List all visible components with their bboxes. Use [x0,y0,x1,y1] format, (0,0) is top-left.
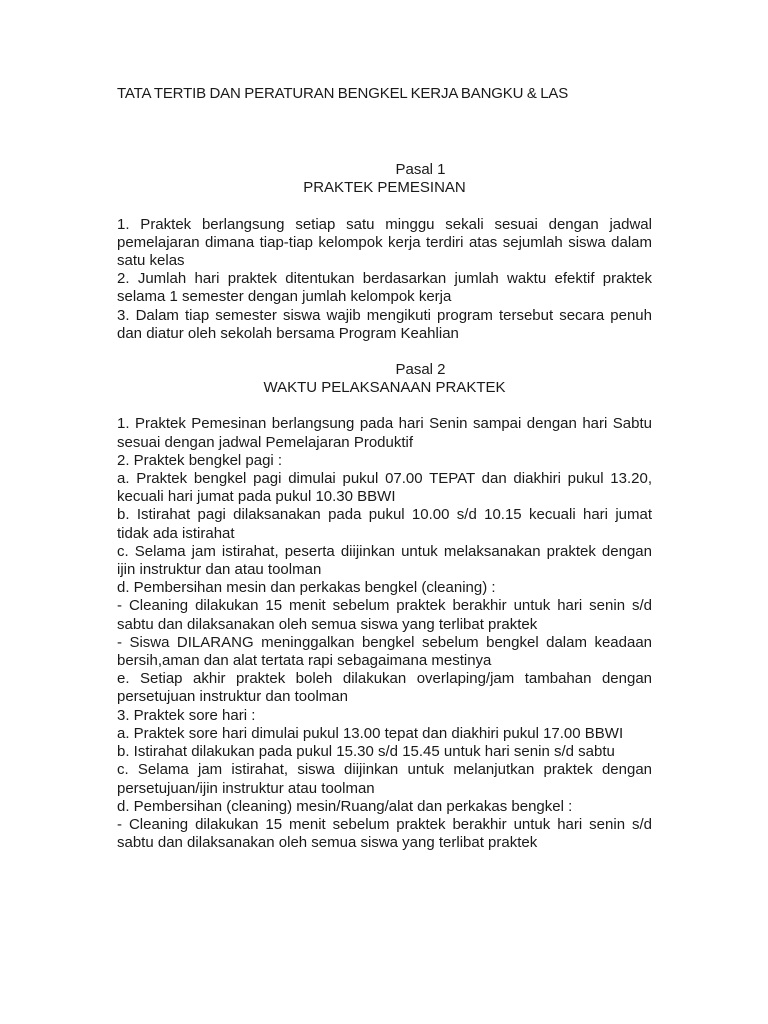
pasal-1-section [117,161,652,343]
pasal-2-paragraph: a. Praktek sore hari dimulai pukul 13.00 tepat dan diakhiri pukul 17.00 BBWI [117,724,624,742]
pasal-2-paragraph: - Cleaning dilakukan 15 menit sebelum praktek berakhir untuk hari senin s/d sabtu dan dilaksanakan oleh semua siswa yang terlibat praktek [117,815,652,852]
pasal-2-paragraph: d. Pembersihan (cleaning) mesin/Ruang/alat dan perkakas bengkel : [117,797,573,815]
pasal-1-number: Pasal 1 [395,161,446,179]
pasal-2-paragraph: 2. Praktek bengkel pagi : [117,451,283,469]
pasal-1-name: PRAKTEK PEMESINAN [303,179,466,197]
pasal-2-paragraph: b. Istirahat pagi dilaksanakan pada pukul 10.00 s/d 10.15 kecuali hari jumat tidak ada istirahat [117,506,652,542]
pasal-2-paragraph: - Siswa DILARANG meninggalkan bengkel sebelum bengkel dalam keadaan bersih,aman dan alat tertata rapi sebagaimana mestinya [117,633,652,670]
pasal-2-name: WAKTU PELAKSANAAN PRAKTEK [263,379,506,397]
pasal-2-section [117,361,652,852]
pasal-2-paragraph: d. Pembersihan mesin dan perkakas bengkel (cleaning) : [117,579,496,597]
pasal-2-paragraph: - Cleaning dilakukan 15 menit sebelum praktek berakhir untuk hari senin s/d sabtu dan dilaksanakan oleh semua siswa yang terlibat praktek [117,597,652,633]
pasal-2-paragraph: 1. Praktek Pemesinan berlangsung pada hari Senin sampai dengan hari Sabtu sesuai dengan jadwal Pemelajaran Produktif [117,415,652,451]
pasal-1-paragraph: 1. Praktek berlangsung setiap satu minggu sekali sesuai dengan jadwal pemelajaran dimana tiap-tiap kelompok kerja terdiri atas sejumlah siswa dalam satu kelas [117,215,652,270]
pasal-1-paragraph: 3. Dalam tiap semester siswa wajib mengikuti program tersebut secara penuh dan diatur oleh sekolah bersama Program Keahlian [117,306,652,342]
pasal-1-paragraph: 2. Jumlah hari praktek ditentukan berdasarkan jumlah waktu efektif praktek selama 1 semester dengan jumlah kelompok kerja [117,270,652,306]
pasal-1-heading [117,161,652,197]
pasal-2-number: Pasal 2 [395,361,446,379]
document-title: TATA TERTIB DAN PERATURAN BENGKEL KERJA BANGKU & LAS [117,85,569,102]
pasal-2-paragraph: b. Istirahat dilakukan pada pukul 15.30 s/d 15.45 untuk hari senin s/d sabtu [117,743,615,761]
pasal-2-paragraph: e. Setiap akhir praktek boleh dilakukan overlaping/jam tambahan dengan persetujuan instruktur dan toolman [117,670,652,706]
pasal-2-paragraph: c. Selama jam istirahat, peserta diijinkan untuk melaksanakan praktek dengan ijin instruktur dan atau toolman [117,542,652,579]
pasal-2-paragraph: a. Praktek bengkel pagi dimulai pukul 07.00 TEPAT dan diakhiri pukul 13.20, kecuali hari jumat pada pukul 10.30 BBWI [117,470,652,506]
pasal-2-paragraph: c. Selama jam istirahat, siswa diijinkan untuk melanjutkan praktek dengan persetujuan/ijin instruktur atau toolman [117,761,652,797]
pasal-2-heading [117,361,652,397]
document-page [117,85,652,852]
pasal-2-paragraph: 3. Praktek sore hari : [117,706,256,724]
